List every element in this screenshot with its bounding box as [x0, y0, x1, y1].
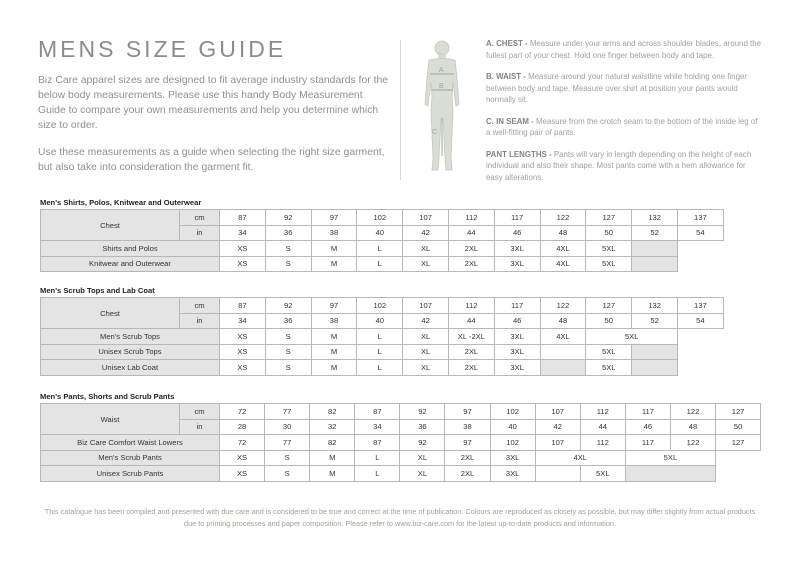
table-row [41, 256, 724, 272]
cm-value: 97 [311, 298, 357, 314]
in-value: 52 [632, 313, 678, 329]
size-cell: 5XL [586, 344, 632, 360]
size-cell: XL [403, 329, 449, 345]
cm-value: 107 [535, 404, 580, 420]
size-value: 87 [355, 435, 400, 451]
size-cell: L [355, 466, 400, 482]
size-table-shirts [40, 209, 724, 272]
size-cell: 3XL [490, 466, 535, 482]
table-row [41, 210, 724, 226]
size-value: 102 [490, 435, 535, 451]
definition-chest: A. CHEST - Measure under your arms and across shoulder blades, around the fullest part of your chest. Hold one finger between body and tape. [486, 39, 761, 60]
size-cell: M [310, 466, 355, 482]
size-cell: XL -2XL [448, 329, 494, 345]
in-value: 52 [632, 225, 678, 241]
size-cell: 3XL [490, 450, 535, 466]
size-value: 72 [220, 435, 265, 451]
size-cell: XL [403, 241, 449, 257]
empty-cell [632, 344, 678, 360]
empty-cell [540, 360, 586, 376]
in-value: 44 [448, 225, 494, 241]
cm-value: 117 [494, 298, 540, 314]
size-cell: 3XL [494, 329, 540, 345]
cm-value: 97 [445, 404, 490, 420]
section-title-scrub-tops: Men's Scrub Tops and Lab Coat [40, 286, 155, 295]
intro-paragraph-1: Biz Care apparel sizes are designed to fit average industry standards for the below body measurements. Please use this handy Body Measurement Guide to compare your own measurements and help you determine which size to order. [38, 75, 389, 131]
in-value: 44 [580, 419, 625, 435]
size-cell: 4XL [535, 450, 625, 466]
body-measurement-figure-icon [412, 38, 472, 178]
in-value: 42 [403, 313, 449, 329]
product-label: Unisex Lab Coat [41, 360, 220, 376]
in-value: 48 [540, 313, 586, 329]
in-value: 46 [494, 313, 540, 329]
size-value: 117 [625, 435, 670, 451]
size-table-pants [40, 403, 761, 482]
in-value: 54 [677, 225, 723, 241]
unit-label-cm: cm [180, 404, 220, 420]
in-value: 28 [220, 419, 265, 435]
size-cell: 2XL [448, 344, 494, 360]
table-row [41, 241, 724, 257]
size-value: 97 [445, 435, 490, 451]
in-value: 50 [586, 313, 632, 329]
size-cell: 5XL [586, 360, 632, 376]
size-cell: XL [400, 450, 445, 466]
in-value: 34 [355, 419, 400, 435]
in-value: 34 [220, 313, 266, 329]
cm-value: 127 [716, 404, 761, 420]
cm-value: 72 [220, 404, 265, 420]
product-label: Men's Scrub Tops [41, 329, 220, 345]
in-value: 30 [265, 419, 310, 435]
size-cell: 3XL [494, 360, 540, 376]
cm-value: 117 [494, 210, 540, 226]
in-value: 38 [311, 225, 357, 241]
size-cell: S [265, 256, 311, 272]
size-cell: S [265, 466, 310, 482]
definition-inseam: C. IN SEAM - Measure from the crotch seam to the bottom of the inside leg of a well-fitting pair of pants. [486, 116, 758, 137]
size-cell: 5XL [625, 450, 715, 466]
size-cell: L [357, 344, 403, 360]
size-cell: XS [220, 466, 265, 482]
in-value: 38 [445, 419, 490, 435]
header-divider [400, 40, 401, 180]
size-cell: S [265, 329, 311, 345]
cm-value: 87 [220, 210, 266, 226]
cm-value: 127 [586, 210, 632, 226]
size-cell: XS [220, 360, 266, 376]
size-value: 107 [535, 435, 580, 451]
product-label: Unisex Scrub Pants [41, 466, 220, 482]
section-title-shirts: Men's Shirts, Polos, Knitwear and Outerwear [40, 198, 202, 207]
cm-value: 117 [625, 404, 670, 420]
size-value: 82 [310, 435, 355, 451]
size-cell: S [265, 344, 311, 360]
in-value: 44 [448, 313, 494, 329]
figure-label-c: C [432, 129, 438, 136]
in-value: 50 [716, 419, 761, 435]
size-cell: 3XL [494, 256, 540, 272]
in-value: 38 [311, 313, 357, 329]
size-cell: 3XL [494, 344, 540, 360]
footer-disclaimer: This catalogue has been compiled and presented with due care and is considered to be true and correct at the time of publication. Colours are reproduced as closely as possible, but may differ slightly from actual products due to printing processes and paper composition. Please refer to www.biz-care.com for the latest up-to-date products and information. [44, 507, 756, 528]
size-cell: S [265, 450, 310, 466]
empty-cell [540, 344, 586, 360]
size-cell: XS [220, 450, 265, 466]
empty-cell [632, 256, 678, 272]
cm-value: 122 [540, 298, 586, 314]
in-value: 32 [310, 419, 355, 435]
measure-label: Chest [41, 298, 180, 329]
figure-label-a: A [439, 67, 444, 74]
size-value: 127 [716, 435, 761, 451]
cm-value: 112 [580, 404, 625, 420]
size-cell: 4XL [540, 256, 586, 272]
section-title-pants: Men's Pants, Shorts and Scrub Pants [40, 392, 175, 401]
in-value: 34 [220, 225, 266, 241]
size-cell: XS [220, 329, 266, 345]
size-cell: 4XL [540, 241, 586, 257]
size-cell: M [311, 360, 357, 376]
cm-value: 122 [540, 210, 586, 226]
unit-label-in: in [180, 225, 220, 241]
cm-value: 102 [357, 210, 403, 226]
table-row [41, 450, 761, 466]
in-value: 48 [670, 419, 715, 435]
cm-value: 107 [403, 210, 449, 226]
size-value: 112 [580, 435, 625, 451]
product-label: Knitwear and Outerwear [41, 256, 220, 272]
measure-label: Chest [41, 210, 180, 241]
empty-cell [632, 360, 678, 376]
table-row [41, 466, 761, 482]
product-label: Shirts and Polos [41, 241, 220, 257]
size-cell: M [310, 450, 355, 466]
empty-cell [632, 241, 678, 257]
measurement-definitions [486, 38, 761, 193]
table-row [41, 298, 724, 314]
product-label: Men's Scrub Pants [41, 450, 220, 466]
size-cell: XL [403, 360, 449, 376]
size-cell: XL [400, 466, 445, 482]
in-value: 42 [535, 419, 580, 435]
size-cell: S [265, 241, 311, 257]
measure-label: Waist [41, 404, 180, 435]
size-cell: L [357, 360, 403, 376]
cm-value: 92 [265, 298, 311, 314]
cm-value: 137 [677, 210, 723, 226]
cm-value: 127 [586, 298, 632, 314]
cm-value: 107 [403, 298, 449, 314]
empty-cell [535, 466, 580, 482]
table-row [41, 344, 724, 360]
product-label: Unisex Scrub Tops [41, 344, 220, 360]
empty-cell [625, 466, 715, 482]
figure-label-b: B [439, 83, 444, 90]
page-title: MENS SIZE GUIDE [38, 36, 287, 62]
cm-value: 112 [448, 298, 494, 314]
size-cell: 5XL [580, 466, 625, 482]
size-cell: M [311, 329, 357, 345]
table-row [41, 329, 724, 345]
in-value: 54 [677, 313, 723, 329]
unit-label-cm: cm [180, 298, 220, 314]
in-value: 40 [490, 419, 535, 435]
in-value: 36 [265, 313, 311, 329]
unit-label-in: in [180, 419, 220, 435]
size-cell: XS [220, 344, 266, 360]
size-cell: XS [220, 241, 266, 257]
intro-paragraph-2: Use these measurements as a guide when selecting the right size garment, but also take into consideration the garment fit. [38, 147, 385, 173]
size-cell: 3XL [494, 241, 540, 257]
definition-pant-lengths: PANT LENGTHS - Pants will vary in length depending on the height of each individual and also their shape. Most pants come with a hem allowance for easy alterations. [486, 149, 752, 182]
cm-value: 82 [310, 404, 355, 420]
size-cell: 5XL [586, 329, 678, 345]
in-value: 48 [540, 225, 586, 241]
cm-value: 92 [400, 404, 445, 420]
in-value: 36 [400, 419, 445, 435]
product-label: Biz Care Comfort Waist Lowers [41, 435, 220, 451]
in-value: 42 [403, 225, 449, 241]
size-cell: 5XL [586, 256, 632, 272]
size-cell: L [357, 329, 403, 345]
size-cell: L [357, 256, 403, 272]
in-value: 36 [265, 225, 311, 241]
size-cell: 2XL [445, 450, 490, 466]
size-cell: 2XL [445, 466, 490, 482]
size-cell: 2XL [448, 256, 494, 272]
table-row [41, 404, 761, 420]
in-value: 40 [357, 225, 403, 241]
in-value: 50 [586, 225, 632, 241]
cm-value: 132 [632, 210, 678, 226]
size-cell: L [357, 241, 403, 257]
cm-value: 137 [677, 298, 723, 314]
definition-waist: B. WAIST - Measure around your natural waistline while holding one finger between body and tape. Measure over shirt at position your pants would normally sit. [486, 72, 747, 104]
table-row [41, 435, 761, 451]
cm-value: 77 [265, 404, 310, 420]
size-value: 92 [400, 435, 445, 451]
in-value: 46 [494, 225, 540, 241]
size-cell: M [311, 344, 357, 360]
unit-label-cm: cm [180, 210, 220, 226]
size-value: 77 [265, 435, 310, 451]
size-cell: XL [403, 344, 449, 360]
size-value: 122 [670, 435, 715, 451]
cm-value: 92 [265, 210, 311, 226]
in-value: 40 [357, 313, 403, 329]
cm-value: 112 [448, 210, 494, 226]
size-cell: 2XL [448, 241, 494, 257]
size-cell: 2XL [448, 360, 494, 376]
size-cell: S [265, 360, 311, 376]
cm-value: 122 [670, 404, 715, 420]
size-table-scrub-tops [40, 297, 724, 376]
cm-value: 132 [632, 298, 678, 314]
size-cell: XS [220, 256, 266, 272]
size-cell: 5XL [586, 241, 632, 257]
size-cell: M [311, 256, 357, 272]
size-cell: XL [403, 256, 449, 272]
cm-value: 87 [355, 404, 400, 420]
size-cell: 4XL [540, 329, 586, 345]
size-cell: M [311, 241, 357, 257]
cm-value: 87 [220, 298, 266, 314]
cm-value: 102 [490, 404, 535, 420]
cm-value: 97 [311, 210, 357, 226]
table-row [41, 360, 724, 376]
cm-value: 102 [357, 298, 403, 314]
size-cell: L [355, 450, 400, 466]
in-value: 46 [625, 419, 670, 435]
unit-label-in: in [180, 313, 220, 329]
